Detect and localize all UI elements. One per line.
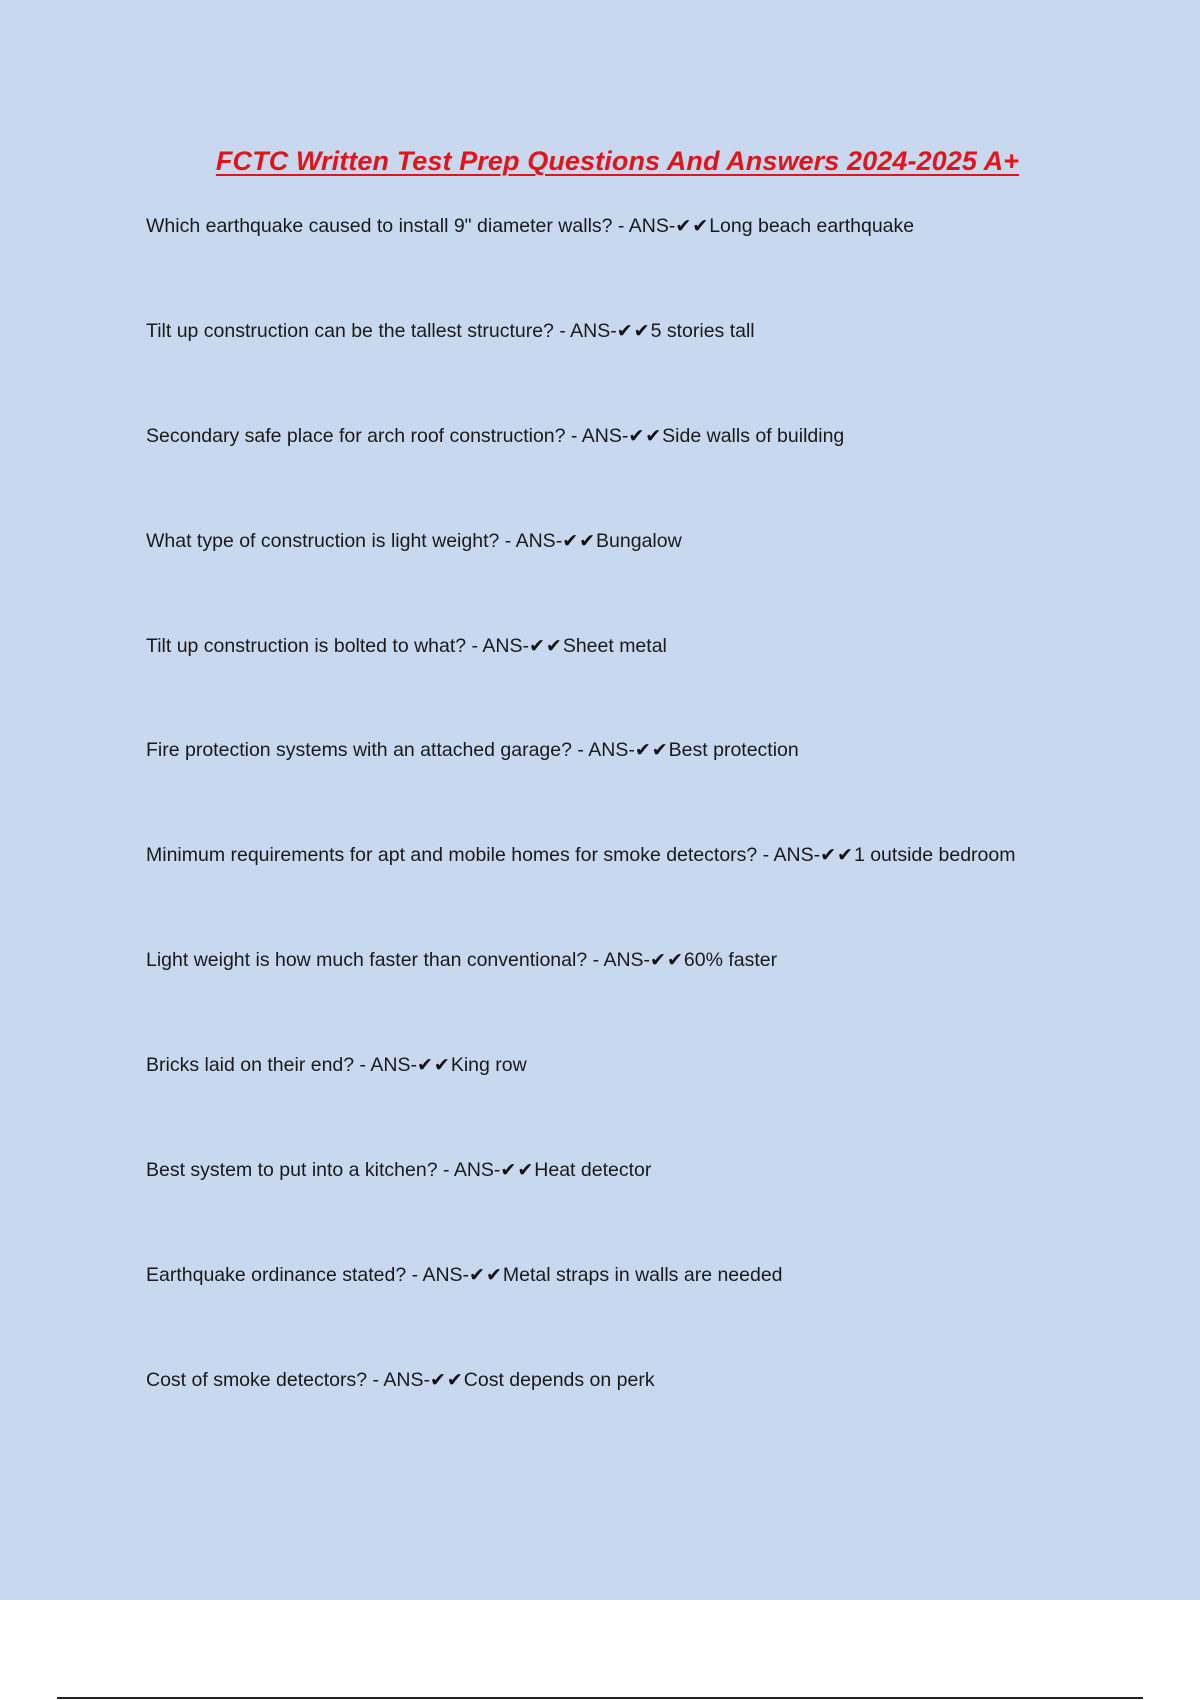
- answer-prefix: - ANS-: [553, 320, 617, 342]
- question-text: Secondary safe place for arch roof construction?: [146, 425, 566, 447]
- question-text: What type of construction is light weight?: [146, 530, 500, 552]
- answer-text: King row: [450, 1054, 527, 1076]
- qa-item: [146, 316, 1156, 421]
- check-marks-icon: ✔✔: [616, 321, 651, 342]
- footer-divider: [57, 1697, 1143, 1699]
- document-title: FCTC Written Test Prep Questions And Answers 2024-2025 A+: [215, 146, 1020, 176]
- answer-prefix: - ANS-: [571, 739, 635, 761]
- answer-prefix: - ANS-: [466, 635, 529, 657]
- qa-item: [146, 421, 1156, 526]
- answer-prefix: - ANS-: [587, 949, 651, 971]
- answer-text: Long beach earthquake: [709, 215, 915, 237]
- qa-item: [146, 1050, 1156, 1155]
- answer-text: 5 stories tall: [650, 320, 755, 342]
- check-marks-icon: ✔✔: [429, 1370, 464, 1391]
- answer-prefix: - ANS-: [354, 1054, 417, 1076]
- answer-text: Heat detector: [534, 1159, 652, 1181]
- qa-item: [146, 631, 1156, 735]
- question-text: Bricks laid on their end?: [146, 1054, 355, 1076]
- question-text: Fire protection systems with an attached garage?: [146, 739, 572, 761]
- check-marks-icon: ✔✔: [675, 216, 710, 237]
- answer-prefix: - ANS-: [612, 215, 676, 237]
- question-text: Tilt up construction is bolted to what?: [146, 635, 467, 657]
- answer-text: Cost depends on perk: [463, 1369, 655, 1391]
- qa-list: [146, 211, 1156, 1469]
- check-marks-icon: ✔✔: [416, 1055, 451, 1076]
- question-text: Tilt up construction can be the tallest structure?: [146, 320, 554, 342]
- answer-prefix: - ANS-: [367, 1369, 430, 1391]
- qa-item: [146, 735, 1156, 840]
- answer-text: Metal straps in walls are needed: [502, 1264, 783, 1286]
- qa-item: [146, 840, 1156, 945]
- check-marks-icon: ✔✔: [469, 1265, 503, 1286]
- question-text: Earthquake ordinance stated?: [146, 1264, 407, 1286]
- qa-item: [146, 1365, 1156, 1469]
- answer-prefix: - ANS-: [565, 425, 629, 447]
- answer-text: Sheet metal: [562, 635, 667, 657]
- qa-item: [146, 526, 1156, 631]
- answer-prefix: - ANS-: [499, 530, 563, 552]
- answer-prefix: - ANS-: [437, 1159, 501, 1181]
- qa-item: [146, 945, 1156, 1050]
- answer-prefix: - ANS-: [757, 844, 821, 866]
- qa-item: [146, 1155, 1156, 1260]
- answer-text: Bungalow: [596, 530, 682, 552]
- answer-text: 1 outside bedroom: [853, 844, 1016, 866]
- qa-item: [146, 211, 1156, 316]
- answer-text: Best protection: [668, 739, 799, 761]
- check-marks-icon: ✔✔: [528, 636, 563, 657]
- check-marks-icon: ✔✔: [820, 845, 854, 866]
- answer-text: 60% faster: [683, 949, 778, 971]
- answer-text: Side walls of building: [662, 425, 845, 447]
- question-text: Minimum requirements for apt and mobile homes for smoke detectors?: [146, 844, 758, 866]
- check-marks-icon: ✔✔: [634, 740, 669, 761]
- check-marks-icon: ✔✔: [628, 426, 663, 447]
- question-text: Cost of smoke detectors?: [146, 1369, 368, 1391]
- check-marks-icon: ✔✔: [562, 531, 597, 552]
- question-text: Light weight is how much faster than conventional?: [146, 949, 588, 971]
- question-text: Which earthquake caused to install 9" diameter walls?: [146, 215, 613, 237]
- question-text: Best system to put into a kitchen?: [146, 1159, 438, 1181]
- check-marks-icon: ✔✔: [650, 950, 684, 971]
- qa-item: [146, 1260, 1156, 1365]
- answer-prefix: - ANS-: [406, 1264, 470, 1286]
- check-marks-icon: ✔✔: [500, 1160, 535, 1181]
